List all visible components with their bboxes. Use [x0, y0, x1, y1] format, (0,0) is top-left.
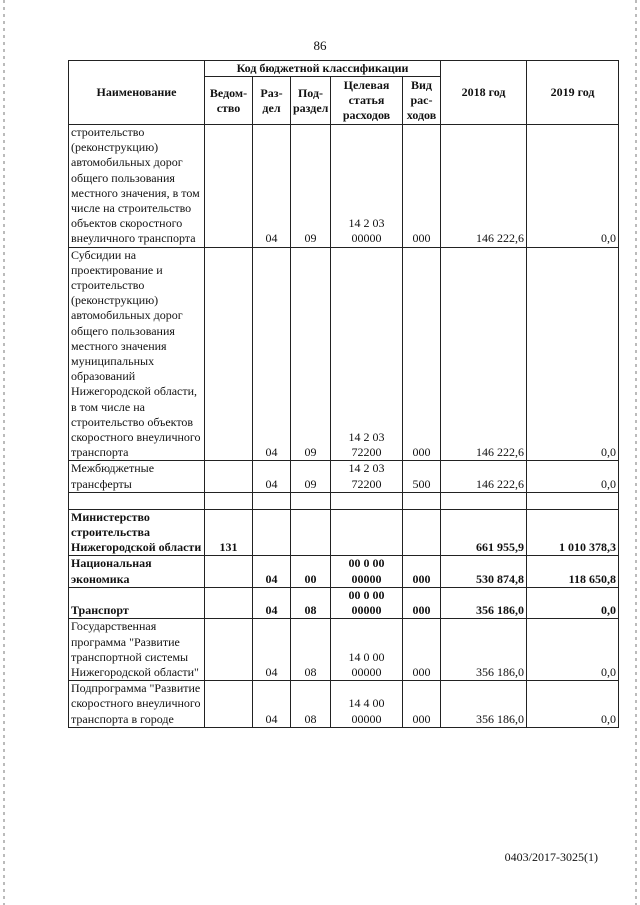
row-podrazdel: 08 [291, 619, 331, 681]
row-2019: 0,0 [527, 619, 619, 681]
col-name-header: Наименование [69, 61, 205, 125]
row-vedomstvo: 131 [205, 509, 253, 556]
row-name: Субсидии на проектирование и строительство (реконструкцию) автомобильных дорог общего пользования местного значения муниципальных образований Нижегородской области, в том числе на строительство объектов скоростного внеуличного транспорта [69, 247, 205, 461]
row-podrazdel [291, 509, 331, 556]
col-razdel-header: Раз-дел [253, 77, 291, 125]
row-vedomstvo [205, 619, 253, 681]
row-2018: 356 186,0 [441, 619, 527, 681]
col-2019-header: 2019 год [527, 61, 619, 125]
col-vid-header: Вид рас-ходов [403, 77, 441, 125]
row-razdel: 04 [253, 125, 291, 248]
row-vid: 000 [403, 125, 441, 248]
row-vedomstvo [205, 461, 253, 492]
row-razdel [253, 509, 291, 556]
row-target [331, 509, 403, 556]
col-2018-header: 2018 год [441, 61, 527, 125]
row-name: Национальная экономика [69, 556, 205, 587]
table-row [69, 461, 619, 492]
budget-table [68, 60, 619, 728]
row-name: Государственная программа "Развитие транспортной системы Нижегородской области" [69, 619, 205, 681]
row-target: 14 2 03 72200 [331, 461, 403, 492]
scan-edge-left [3, 0, 5, 905]
table-row [69, 681, 619, 728]
row-name: Транспорт [69, 587, 205, 618]
row-2019: 0,0 [527, 125, 619, 248]
row-vid [403, 509, 441, 556]
table-row [69, 619, 619, 681]
scan-edge-right [635, 0, 637, 905]
row-name: строительство (реконструкцию) автомобильных дорог общего пользования местного значения, в том числе на строительство объектов скоростного внеуличного транспорта [69, 125, 205, 248]
table-row [69, 509, 619, 556]
row-podrazdel: 09 [291, 247, 331, 461]
row-razdel: 04 [253, 619, 291, 681]
row-2018: 146 222,6 [441, 125, 527, 248]
document-code: 0403/2017-3025(1) [504, 850, 598, 864]
row-vid: 000 [403, 556, 441, 587]
row-target: 00 0 00 00000 [331, 587, 403, 618]
table-row [69, 556, 619, 587]
row-vid: 000 [403, 587, 441, 618]
row-name: Подпрограмма "Развитие скоростного внеуличного транспорта в городе [69, 681, 205, 728]
row-vedomstvo [205, 556, 253, 587]
row-target: 14 4 00 00000 [331, 681, 403, 728]
col-vedomstvo-header: Ведом-ство [205, 77, 253, 125]
row-2018: 356 186,0 [441, 681, 527, 728]
row-name: Министерство строительства Нижегородской области [69, 509, 205, 556]
col-target-header: Целевая статья расходов [331, 77, 403, 125]
row-razdel: 04 [253, 681, 291, 728]
table-row [69, 587, 619, 618]
row-podrazdel: 00 [291, 556, 331, 587]
row-name: Межбюджетные трансферты [69, 461, 205, 492]
row-target: 14 2 03 72200 [331, 247, 403, 461]
row-2019: 0,0 [527, 681, 619, 728]
row-2019: 118 650,8 [527, 556, 619, 587]
row-vedomstvo [205, 681, 253, 728]
row-2019: 0,0 [527, 247, 619, 461]
row-vid: 000 [403, 619, 441, 681]
row-podrazdel: 09 [291, 125, 331, 248]
row-2018: 356 186,0 [441, 587, 527, 618]
table-row [69, 247, 619, 461]
row-target: 00 0 00 00000 [331, 556, 403, 587]
row-2019: 1 010 378,3 [527, 509, 619, 556]
row-razdel: 04 [253, 587, 291, 618]
row-podrazdel: 08 [291, 681, 331, 728]
row-2018: 146 222,6 [441, 461, 527, 492]
row-target: 14 0 00 00000 [331, 619, 403, 681]
row-2018: 661 955,9 [441, 509, 527, 556]
page-number: 86 [313, 38, 327, 53]
row-razdel: 04 [253, 247, 291, 461]
row-vedomstvo [205, 247, 253, 461]
row-vedomstvo [205, 125, 253, 248]
classification-code-header: Код бюджетной классификации [205, 61, 441, 77]
row-target: 14 2 03 00000 [331, 125, 403, 248]
col-podrazdel-header: Под-раздел [291, 77, 331, 125]
table-header [69, 61, 619, 125]
row-2018: 530 874,8 [441, 556, 527, 587]
row-vid: 000 [403, 247, 441, 461]
row-razdel: 04 [253, 556, 291, 587]
row-2019: 0,0 [527, 461, 619, 492]
row-podrazdel: 09 [291, 461, 331, 492]
row-2018: 146 222,6 [441, 247, 527, 461]
row-2019: 0,0 [527, 587, 619, 618]
table-row [69, 125, 619, 248]
spacer-row [69, 492, 619, 509]
row-vid: 000 [403, 681, 441, 728]
row-vedomstvo [205, 587, 253, 618]
row-razdel: 04 [253, 461, 291, 492]
row-vid: 500 [403, 461, 441, 492]
row-podrazdel: 08 [291, 587, 331, 618]
